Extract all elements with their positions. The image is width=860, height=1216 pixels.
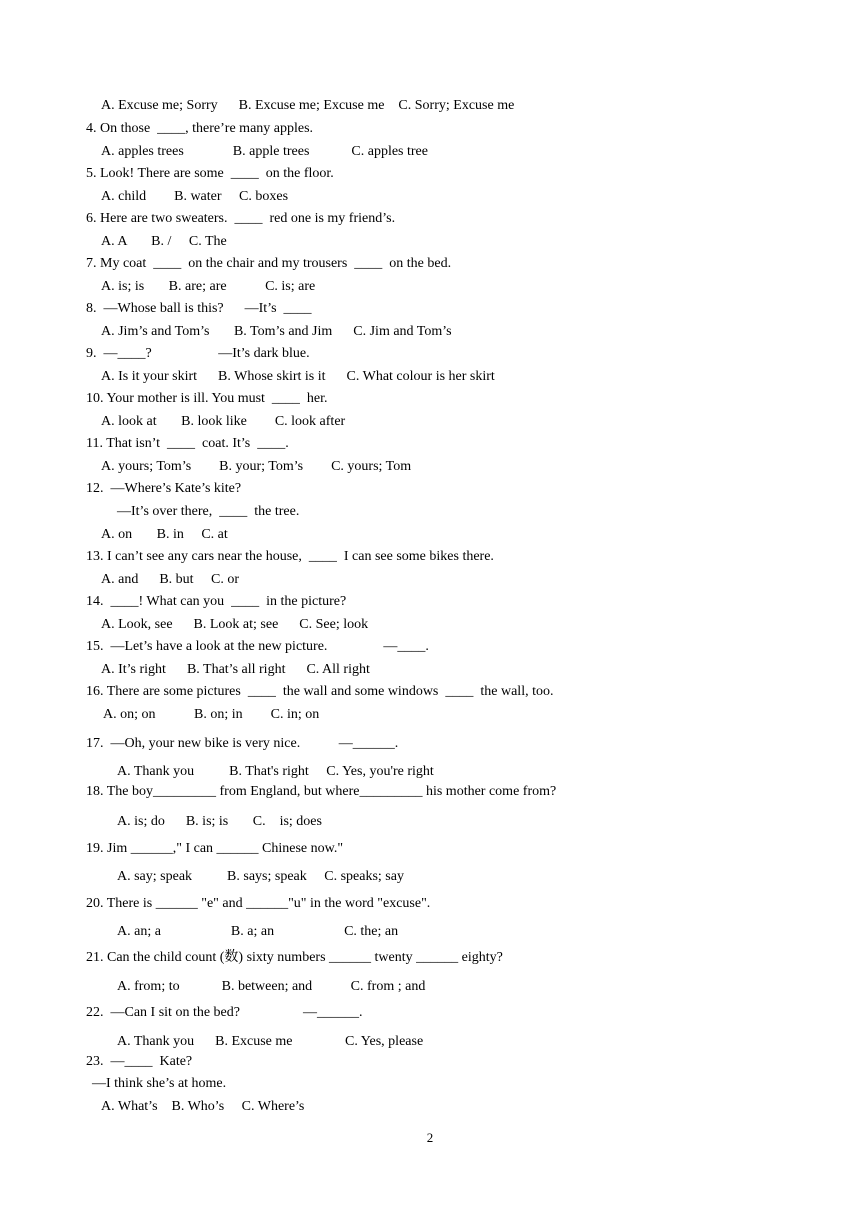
text-line: A. yours; Tom’s B. your; Tom’s C. yours; Tom [101,459,412,474]
text-line: A. Thank you B. That's right C. Yes, you're right [117,764,434,779]
text-line: A. A B. / C. The [101,234,227,249]
text-line: 23. —____ Kate? [86,1054,193,1069]
text-line: 21. Can the child count (数) sixty numbers ______ twenty ______ eighty? [86,950,503,965]
text-line: A. Thank you B. Excuse me C. Yes, please [117,1034,424,1049]
text-line: A. It’s right B. That’s all right C. All right [101,662,370,677]
text-line: 14. ____! What can you ____ in the picture? [86,594,347,609]
text-line: 19. Jim ______," I can ______ Chinese now." [86,841,344,856]
text-line: 9. —____? —It’s dark blue. [86,346,310,361]
text-line: 13. I can’t see any cars near the house, ____ I can see some bikes there. [86,549,494,564]
text-line: A. What’s B. Who’s C. Where’s [101,1099,305,1114]
text-line: —It’s over there, ____ the tree. [117,504,300,519]
text-line: A. look at B. look like C. look after [101,414,346,429]
text-line: A. Is it your skirt B. Whose skirt is it C. What colour is her skirt [101,369,495,384]
text-line: A. Look, see B. Look at; see C. See; look [101,617,369,632]
text-line: —I think she’s at home. [92,1076,227,1091]
text-line: 22. —Can I sit on the bed? —______. [86,1005,363,1020]
text-line: 11. That isn’t ____ coat. It’s ____. [86,436,289,451]
text-line: A. from; to B. between; and C. from ; and [117,979,426,994]
text-line: A. and B. but C. or [101,572,240,587]
text-line: A. child B. water C. boxes [101,189,289,204]
text-line: A. an; a B. a; an C. the; an [117,924,399,939]
text-line: 16. There are some pictures ____ the wall and some windows ____ the wall, too. [86,684,554,699]
text-line: A. apples trees B. apple trees C. apples tree [101,144,428,159]
text-line: 8. —Whose ball is this? —It’s ____ [86,301,312,316]
text-line: A. Excuse me; Sorry B. Excuse me; Excuse me C. Sorry; Excuse me [101,98,515,113]
text-line: 18. The boy_________ from England, but where_________ his mother come from? [86,784,557,799]
text-line: 4. On those ____, there’re many apples. [86,121,314,136]
text-line: A. is; is B. are; are C. is; are [101,279,316,294]
text-line: A. say; speak B. says; speak C. speaks; say [117,869,404,884]
text-line: 17. —Oh, your new bike is very nice. —______. [86,736,399,751]
text-line: 6. Here are two sweaters. ____ red one is my friend’s. [86,211,396,226]
page-number: 2 [426,1130,434,1145]
text-line: A. is; do B. is; is C. is; does [117,814,322,829]
text-line: A. on B. in C. at [101,527,228,542]
text-line: 7. My coat ____ on the chair and my trousers ____ on the bed. [86,256,452,271]
text-line: 15. —Let’s have a look at the new picture. —____. [86,639,429,654]
text-line: A. on; on B. on; in C. in; on [103,707,320,722]
text-line: 12. —Where’s Kate’s kite? [86,481,242,496]
text-line: A. Jim’s and Tom’s B. Tom’s and Jim C. Jim and Tom’s [101,324,452,339]
text-line: 5. Look! There are some ____ on the floor. [86,166,334,181]
text-line: 10. Your mother is ill. You must ____ her. [86,391,328,406]
text-line: 20. There is ______ "e" and ______"u" in the word "excuse". [86,896,431,911]
